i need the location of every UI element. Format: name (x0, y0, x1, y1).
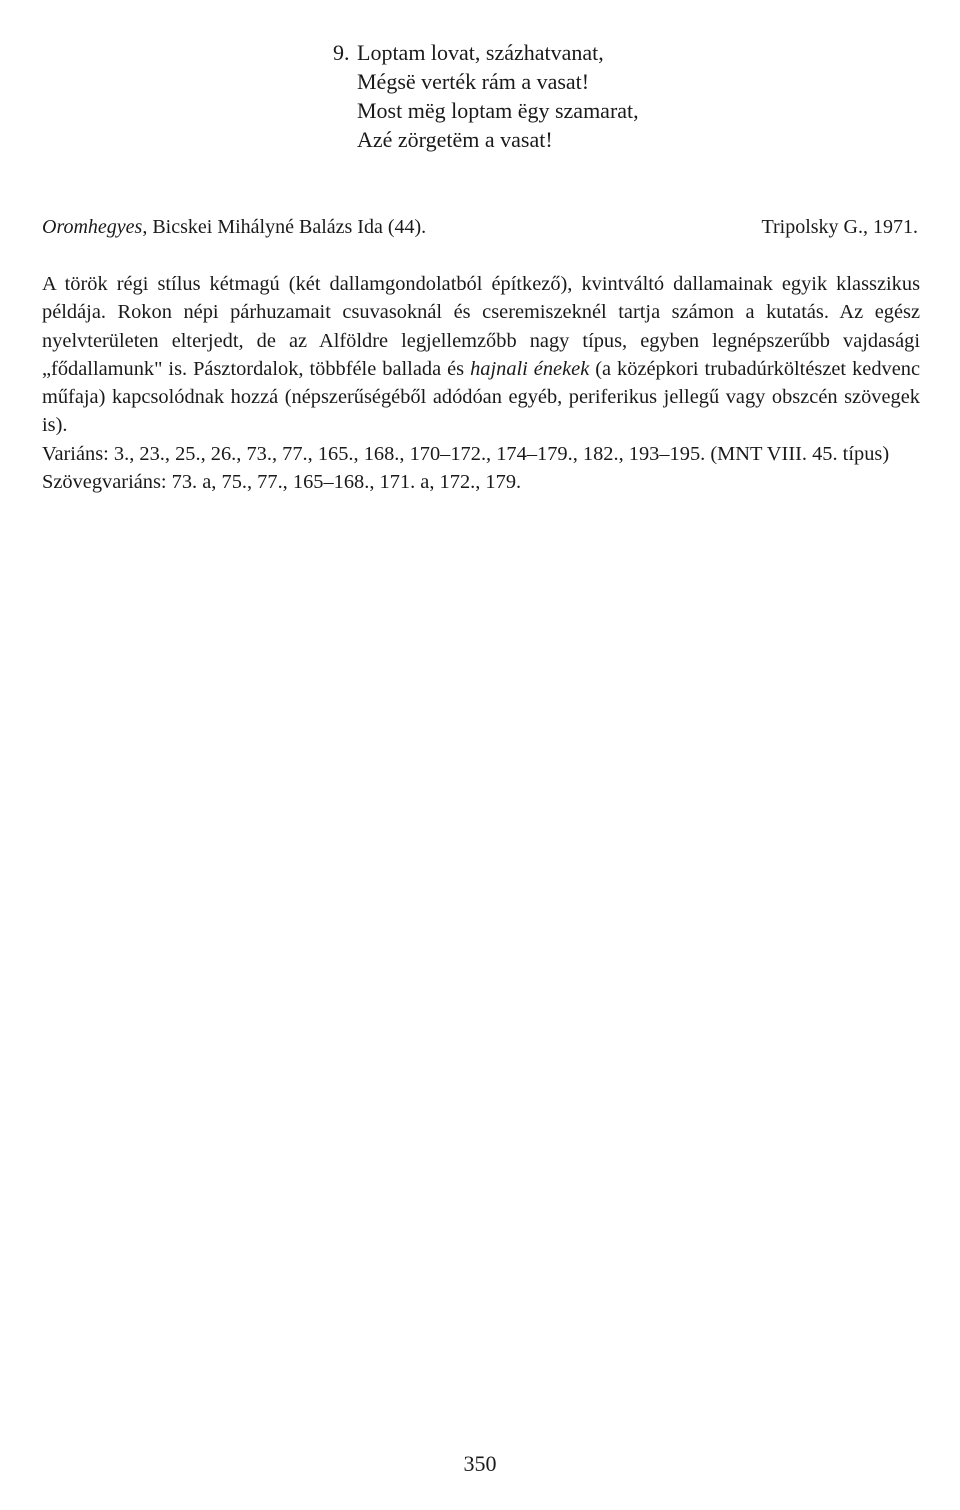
commentary (42, 270, 920, 496)
source-informant (42, 215, 426, 239)
commentary-text-1: A török régi stílus kétmagú (két dallamgondolatból építkező), kvintváltó dallamainak egyik klasszikus példája. Rokon népi párhuzamait csuvasoknál és cseremiszeknél tartja számon a kutatás. Az egész nyelvterületen elterjedt, de az Alföldre legjellemzőbb nagy típus, egyben legnépszerűbb vajdasági „fődallamunk" is. Pásztordalok, többféle ballada és (42, 273, 920, 380)
text-variants-line: Szövegvariáns: 73. a, 75., 77., 165–168., 171. a, 172., 179. (42, 471, 522, 494)
commentary-paragraph (42, 270, 920, 440)
source-informant-name: , Bicskei Mihályné Balázs Ida (44). (142, 216, 427, 238)
verse-line-1 (333, 38, 639, 67)
commentary-italic-term: hajnali énekek (470, 357, 590, 380)
source-line (42, 215, 918, 239)
verse-number: 9. (333, 40, 350, 65)
variants-line: Variáns: 3., 23., 25., 26., 73., 77., 165., 168., 170–172., 174–179., 182., 193–195. (MNT VIII. 45. típus) (42, 442, 890, 465)
source-collector: Tripolsky G., 1971. (761, 216, 918, 238)
page-number: 350 (463, 1451, 497, 1476)
song-verse (333, 38, 639, 154)
source-place: Oromhegyes (42, 216, 143, 238)
verse-line-3: Most mëg loptam ëgy szamarat, (357, 98, 639, 123)
verse-line-2: Mégsë verték rám a vasat! (357, 69, 590, 94)
verse-line-text: Loptam lovat, százhatvanat, (357, 40, 604, 65)
verse-line-4: Azé zörgetëm a vasat! (357, 127, 553, 152)
commentary-text-2: (a középkori trubadúrköltészet kedvenc műfaja) kapcsolódnak hozzá (népszerűségéből adódóan egyéb, periferikus jellegű vagy obszcén szövegek is). (42, 357, 921, 437)
